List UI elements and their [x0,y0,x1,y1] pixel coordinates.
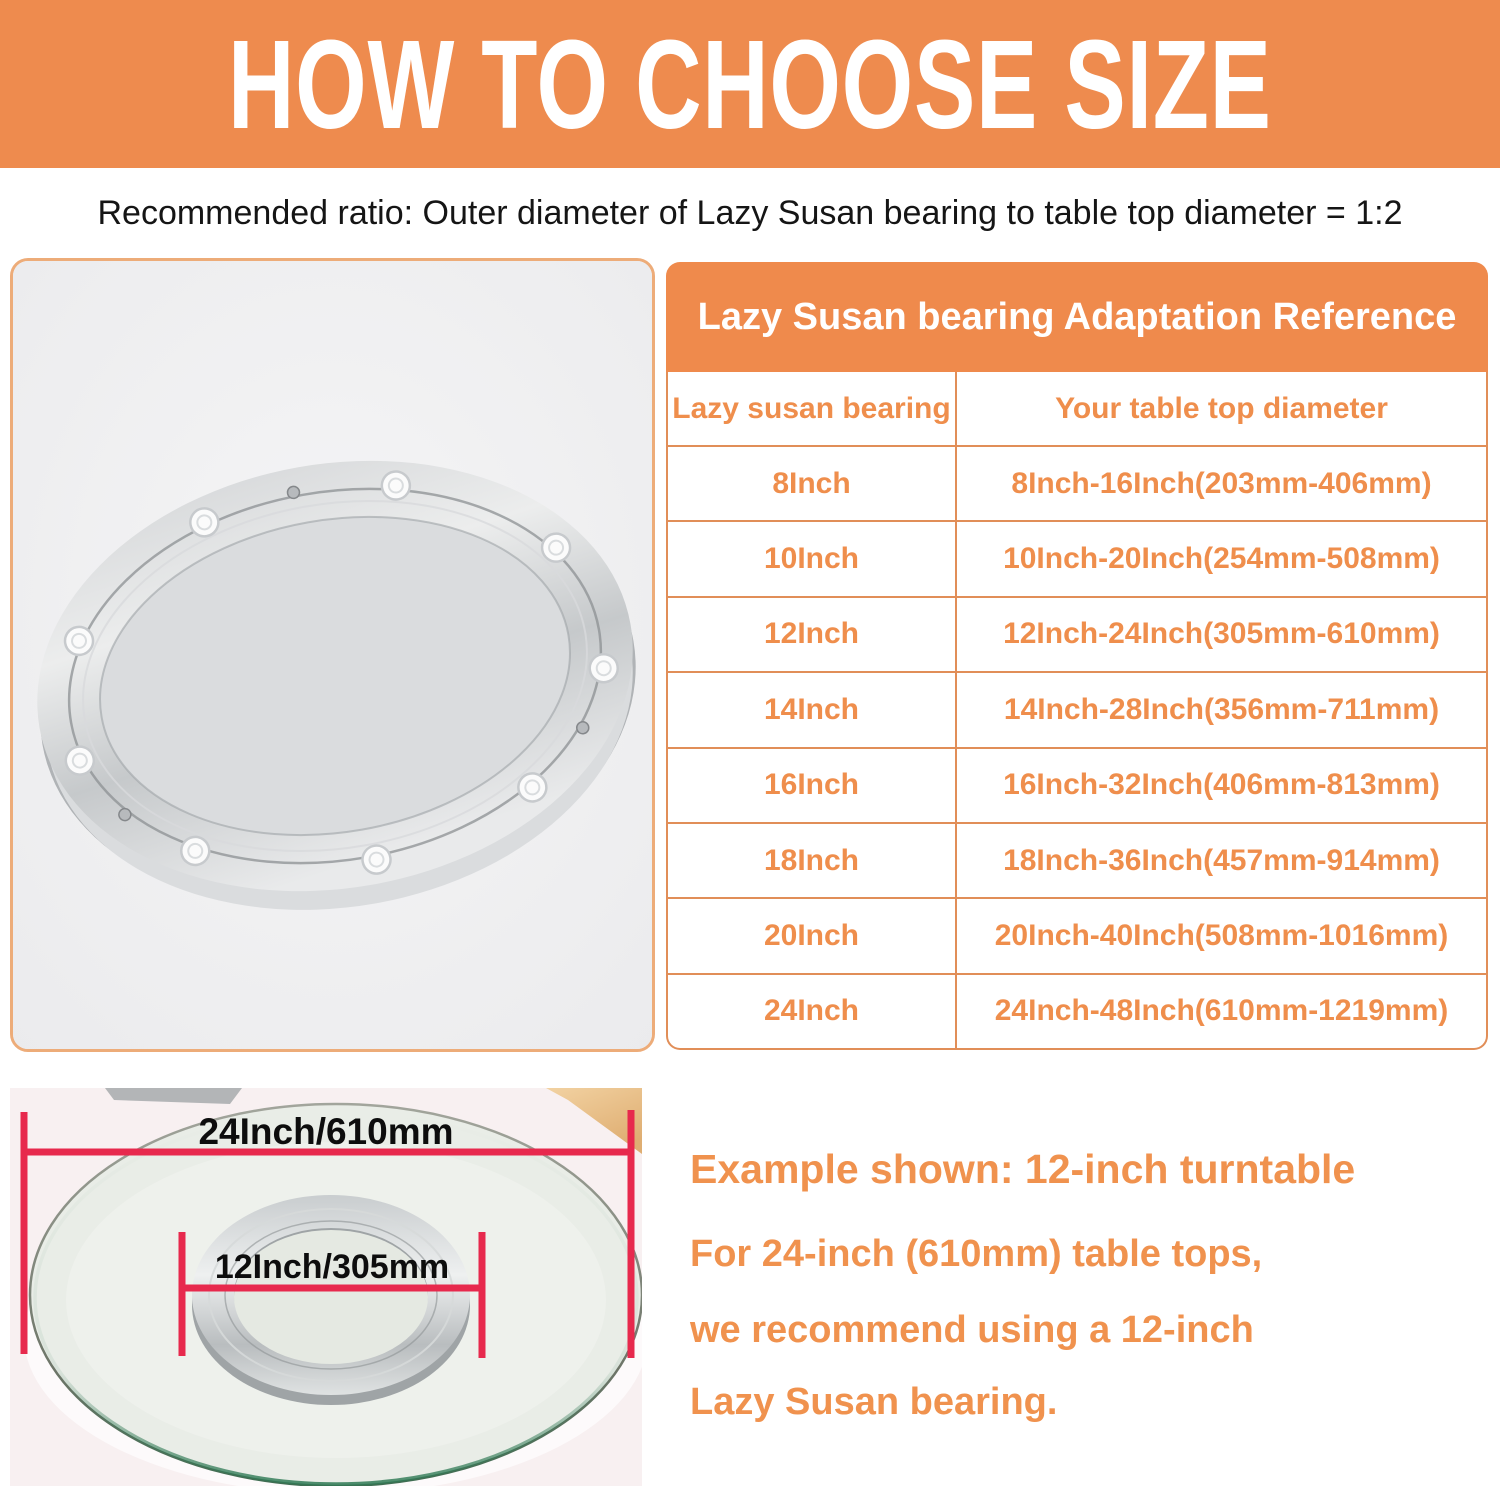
tabletop-range-cell: 20Inch-40Inch(508mm-1016mm) [955,897,1486,972]
tabletop-range-cell: 18Inch-36Inch(457mm-914mm) [955,822,1486,897]
bearing-size-cell: 16Inch [668,747,955,822]
tabletop-range-cell: 10Inch-20Inch(254mm-508mm) [955,520,1486,595]
bearing-size-cell: 8Inch [668,445,955,520]
turntable-photo [10,1088,642,1486]
bearing-size-cell: 20Inch [668,897,955,972]
bearing-size-cell: 18Inch [668,822,955,897]
column-header-bearing: Lazy susan bearing [672,391,951,425]
bearing-photo [10,258,655,1052]
table-title: Lazy Susan bearing Adaptation Reference [697,295,1457,338]
center-bearing-ring [192,1195,470,1405]
bearing-size-cell: 10Inch [668,520,955,595]
example-text [690,1145,1490,1425]
bearing-ring-illustration [13,261,652,1049]
page-title: HOW TO CHOOSE SIZE [228,13,1272,155]
column-header-tabletop: Your table top diameter [955,372,1486,445]
table-body [666,372,1488,1050]
example-line: For 24-inch (610mm) table tops, [690,1233,1263,1275]
bearing-size-cell: 24Inch [668,973,955,1048]
tabletop-range-cell: 16Inch-32Inch(406mm-813mm) [955,747,1486,822]
tabletop-range-cell: 24Inch-48Inch(610mm-1219mm) [955,973,1486,1048]
bearing-size-cell: 14Inch [668,671,955,746]
example-heading: Example shown: 12-inch turntable [690,1146,1356,1192]
outer-diameter-label: 24Inch/610mm [198,1111,454,1152]
tabletop-range-cell: 8Inch-16Inch(203mm-406mm) [955,445,1486,520]
bearing-size-cell: 12Inch [668,596,955,671]
example-line: we recommend using a 12-inch [690,1309,1254,1351]
banner [0,0,1500,168]
tabletop-range-cell: 14Inch-28Inch(356mm-711mm) [955,671,1486,746]
tabletop-range-cell: 12Inch-24Inch(305mm-610mm) [955,596,1486,671]
adaptation-table [666,262,1488,1050]
example-line: Lazy Susan bearing. [690,1381,1058,1423]
table-title-bar [666,262,1488,372]
turntable-illustration [10,1088,642,1486]
inner-diameter-label: 12Inch/305mm [214,1248,450,1286]
ratio-note: Recommended ratio: Outer diameter of Lazy Susan bearing to table top diameter = 1:2 [97,193,1403,232]
